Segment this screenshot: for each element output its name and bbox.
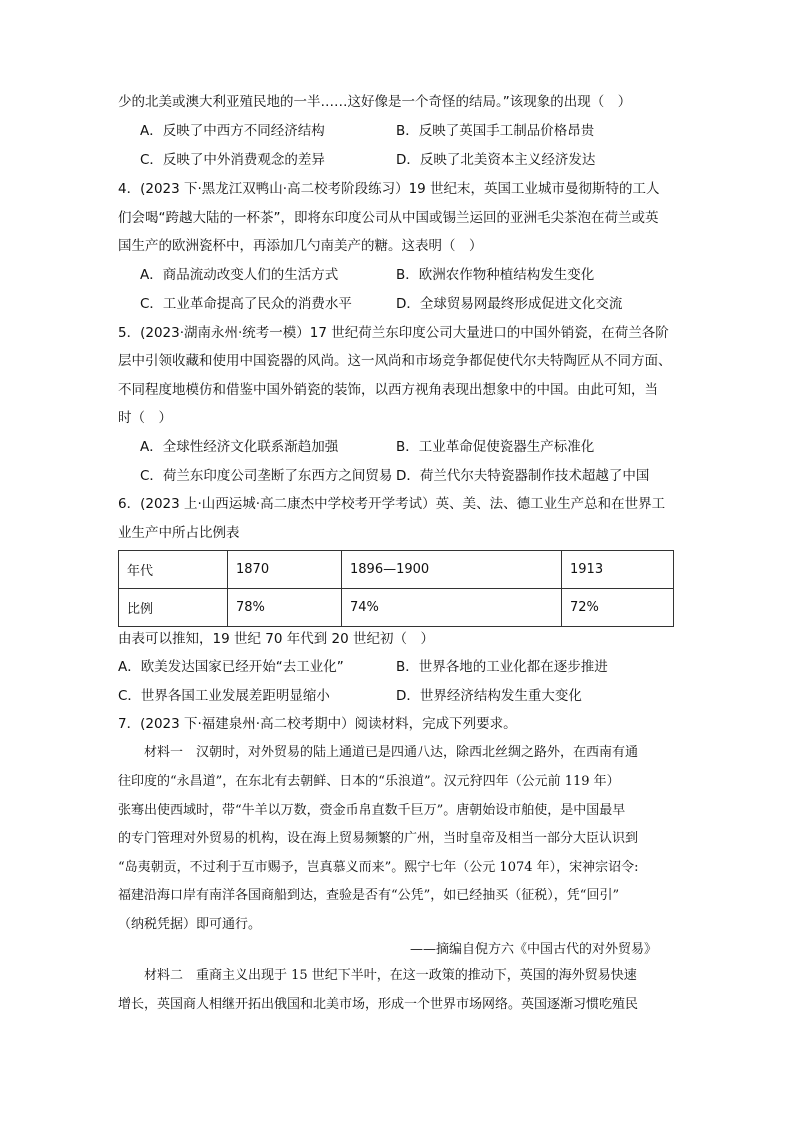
table-cell: 1913 [562, 551, 674, 589]
material-1-line: 福建沿海口岸有南洋各国商船到达，查验是否有“公凭”，如已经抽买（征税），凭“回引” [118, 888, 620, 903]
industrial-share-table [118, 550, 674, 627]
q5-option-a: A．全球性经济文化联系渐趋加强 [140, 439, 339, 455]
q4-option-b: B．欧洲农作物种植结构发生变化 [396, 267, 595, 283]
question-5-line-3: 不同程度地模仿和借鉴中国外销瓷的装饰，以西方视角表现出想象中的中国。由此可知，当 [118, 382, 658, 398]
table-cell: 比例 [119, 589, 228, 627]
table-cell: 1870 [228, 551, 342, 589]
table-cell: 年代 [119, 551, 228, 589]
question-6-line-2: 业生产中所占比例表 [118, 525, 240, 541]
q4-option-c: C．工业革命提高了民众的消费水平 [140, 296, 352, 312]
material-1-line: 张骞出使西域时，带“牛羊以万数，赍金币帛直数千巨万”。唐朝始设市舶使，是中国最早 [118, 803, 626, 818]
q3-option-d: D．反映了北美资本主义经济发达 [396, 152, 596, 168]
material-2-line: 材料二 重商主义出现于 15 世纪下半叶，在这一政策的推动下，英国的海外贸易快速 [144, 968, 637, 983]
question-6-line-1: 6．(2023 上·山西运城·高二康杰中学校考开学考试）英、美、法、德工业生产总和在世界工 [118, 496, 666, 512]
material-1-source: ——摘编自倪方六《中国古代的对外贸易》 [410, 942, 658, 957]
material-2-line: 增长，英国商人相继开拓出俄国和北美市场，形成一个世界市场网络。英国逐渐习惯吃殖民 [118, 997, 639, 1012]
question-5-line-4: 时（ ） [118, 410, 172, 426]
q4-option-a: A．商品流动改变人们的生活方式 [140, 267, 339, 283]
q6-option-a: A．欧美发达国家已经开始“去工业化” [118, 659, 344, 675]
question-6-prompt: 由表可以推知，19 世纪 70 年代到 20 世纪初（ ） [118, 631, 434, 647]
question-5-line-1: 5．(2023·湖南永州·统考一模）17 世纪荷兰东印度公司大量进口的中国外销瓷，在荷兰各阶 [118, 325, 669, 341]
q6-option-c: C．世界各国工业发展差距明显缩小 [118, 688, 330, 704]
question-5-line-2: 层中引领收藏和使用中国瓷器的风尚。这一风尚和市场竞争都促使代尔夫特陶匠从不同方面、 [118, 353, 672, 369]
material-1-line: “岛夷朝贡，不过利于互市赐予，岂真慕义而来”。熙宁七年（公元 1074 年），宋神宗诏令: [118, 860, 639, 875]
q6-option-b: B．世界各地的工业化都在逐步推进 [396, 659, 608, 675]
question-4-line-3: 国生产的欧洲瓷杯中，再添加几勺南美产的糖。这表明（ ） [118, 238, 483, 254]
material-1-line: 的专门管理对外贸易的机构，设在海上贸易频繁的广州，当时皇帝及相当一部分大臣认识到 [118, 831, 639, 846]
material-1-line: 往印度的“永昌道”，在东北有去朝鲜、日本的“乐浪道”。汉元狩四年（公元前 119 年） [118, 774, 620, 789]
question-7-line-1: 7．(2023 下·福建泉州·高二校考期中）阅读材料，完成下列要求。 [118, 716, 517, 732]
table-row [119, 589, 674, 627]
table-cell: 74% [342, 589, 562, 627]
q3-option-c: C．反映了中外消费观念的差异 [140, 152, 325, 168]
q4-option-d: D．全球贸易网最终形成促进文化交流 [396, 296, 623, 312]
table-cell: 72% [562, 589, 674, 627]
q5-option-b: B．工业革命促使瓷器生产标准化 [396, 439, 595, 455]
q5-option-d: D．荷兰代尔夫特瓷器制作技术超越了中国 [396, 468, 650, 484]
question-4-line-2: 们会喝“跨越大陆的一杯茶”，即将东印度公司从中国或锡兰运回的亚洲毛尖茶泡在荷兰或英 [118, 210, 659, 226]
q6-option-d: D．世界经济结构发生重大变化 [396, 688, 582, 704]
table-cell: 78% [228, 589, 342, 627]
question-3-stem-end: 少的北美或澳大利亚殖民地的一半……这好像是一个奇怪的结局。”该现象的出现（ ） [118, 94, 632, 110]
q5-option-c: C．荷兰东印度公司垄断了东西方之间贸易 [140, 468, 393, 484]
table-cell: 1896—1900 [342, 551, 562, 589]
q3-option-b: B．反映了英国手工制品价格昂贵 [396, 123, 595, 139]
q3-option-a: A．反映了中西方不同经济结构 [140, 123, 325, 139]
table-row [119, 551, 674, 589]
question-4-line-1: 4．(2023 下·黑龙江双鸭山·高二校考阶段练习）19 世纪末，英国工业城市曼彻斯特的工人 [118, 181, 660, 197]
material-1-line: （纳税凭据）即可通行。 [118, 917, 262, 932]
material-1-line: 材料一 汉朝时，对外贸易的陆上通道已是四通八达，除西北丝绸之路外，在西南有通 [144, 745, 639, 760]
